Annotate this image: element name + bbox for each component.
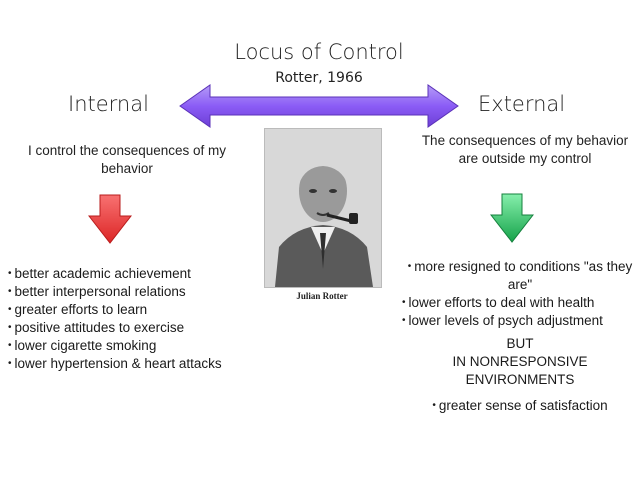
list-item: • better academic achievement bbox=[8, 265, 222, 283]
external-label: External bbox=[478, 92, 566, 116]
list-item: • lower efforts to deal with health bbox=[402, 294, 638, 312]
diagram-title: Locus of Control bbox=[234, 40, 404, 64]
down-arrow-red-icon bbox=[88, 194, 132, 244]
list-item: • lower cigarette smoking bbox=[8, 337, 222, 355]
external-outcomes-list bbox=[402, 258, 638, 330]
portrait-icon bbox=[265, 129, 381, 287]
but-block bbox=[402, 335, 638, 389]
list-item: • positive attitudes to exercise bbox=[8, 319, 222, 337]
photo-caption: Julian Rotter bbox=[296, 291, 348, 301]
external-description: The consequences of my behavior are outside my control bbox=[421, 133, 629, 166]
list-item: • greater sense of satisfaction bbox=[402, 397, 638, 415]
portrait-photo bbox=[264, 128, 382, 288]
internal-label: Internal bbox=[68, 92, 149, 116]
but-line: BUT bbox=[506, 336, 534, 351]
diagram-subtitle: Rotter, 1966 bbox=[275, 70, 363, 86]
list-item: • better interpersonal relations bbox=[8, 283, 222, 301]
list-item: • lower levels of psych adjustment bbox=[402, 312, 638, 330]
but-line: ENVIRONMENTS bbox=[465, 372, 575, 387]
double-arrow-icon bbox=[178, 82, 460, 130]
internal-description: I control the consequences of my behavior bbox=[27, 143, 227, 176]
list-item: • more resigned to conditions "as they are" bbox=[402, 258, 638, 294]
internal-outcomes-list bbox=[8, 265, 222, 373]
satisfaction-list bbox=[402, 397, 638, 415]
but-line: IN NONRESPONSIVE bbox=[452, 354, 588, 369]
list-item: • greater efforts to learn bbox=[8, 301, 222, 319]
list-item: • lower hypertension & heart attacks bbox=[8, 355, 222, 373]
down-arrow-green-icon bbox=[490, 193, 534, 243]
